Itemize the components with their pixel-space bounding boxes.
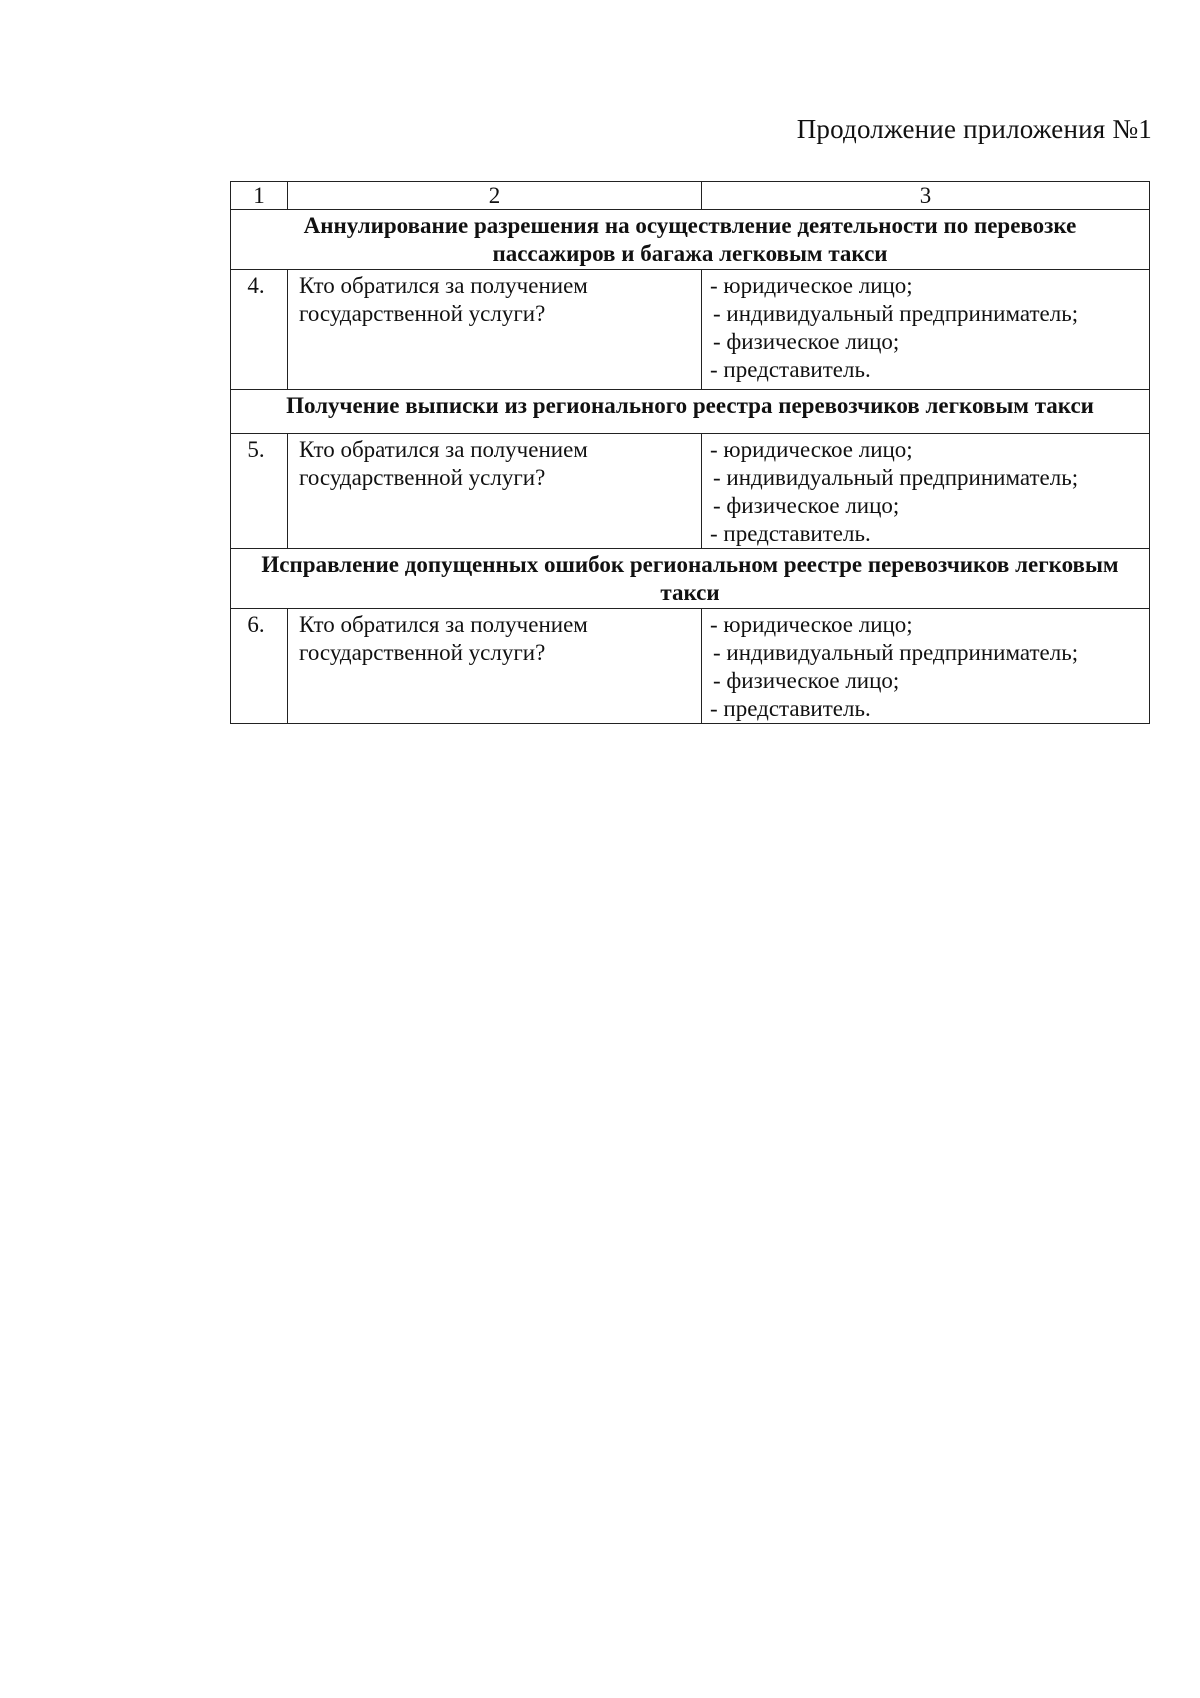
row-number: 5. [231,434,288,549]
row-number: 4. [231,270,288,390]
row-question: Кто обратился за получением государственной услуги? [288,434,702,549]
section-title: Аннулирование разрешения на осуществление деятельности по перевозке пассажиров и багажа легковым такси [231,210,1150,270]
header-cell-3: 3 [702,182,1150,210]
option-item: - юридическое лицо; [710,612,913,637]
option-item: - юридическое лицо; [710,437,913,462]
row-options [702,270,1150,390]
row-options [702,434,1150,549]
section-row [231,390,1150,434]
option-item: - представитель. [710,521,871,546]
header-row [231,182,1150,210]
option-item: - физическое лицо; [713,668,900,693]
option-item: - индивидуальный предприниматель; [713,640,1079,665]
section-row [231,549,1150,609]
table-row [231,270,1150,390]
services-table [230,181,1150,724]
row-number: 6. [231,609,288,724]
table-row [231,434,1150,549]
header-cell-1: 1 [231,182,288,210]
header-cell-2: 2 [288,182,702,210]
page-caption: Продолжение приложения №1 [796,114,1152,144]
option-item: - индивидуальный предприниматель; [713,301,1079,326]
section-row [231,210,1150,270]
row-question: Кто обратился за получением государственной услуги? [288,270,702,390]
section-title: Исправление допущенных ошибок региональном реестре перевозчиков легковым такси [231,549,1150,609]
option-item: - представитель. [710,357,871,382]
option-item: - физическое лицо; [713,493,900,518]
option-item: - индивидуальный предприниматель; [713,465,1079,490]
table-row [231,609,1150,724]
option-item: - представитель. [710,696,871,721]
row-question: Кто обратился за получением государственной услуги? [288,609,702,724]
section-title: Получение выписки из регионального реестра перевозчиков легковым такси [231,390,1150,434]
option-item: - юридическое лицо; [710,273,913,298]
row-options [702,609,1150,724]
option-item: - физическое лицо; [713,329,900,354]
